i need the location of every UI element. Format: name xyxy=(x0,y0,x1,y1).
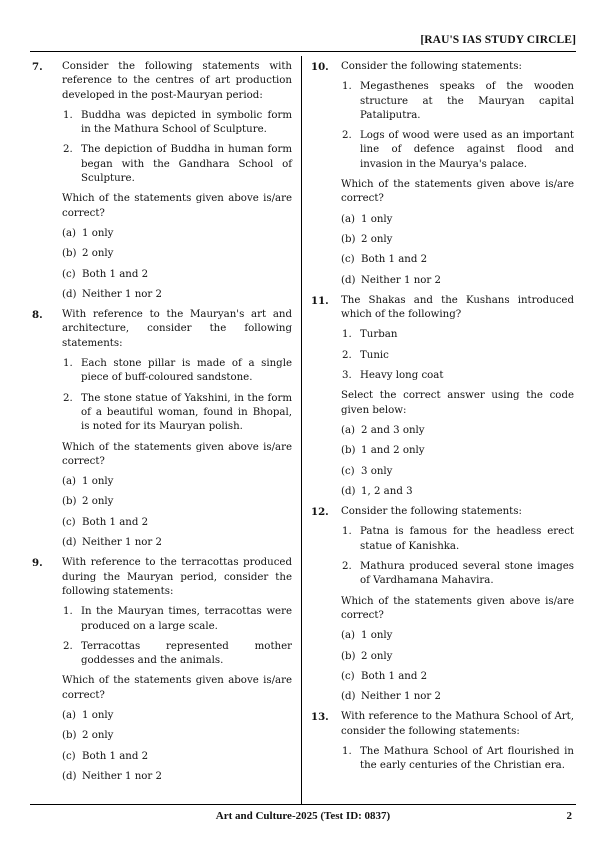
option-label: (a) xyxy=(341,213,356,225)
answer-option xyxy=(62,495,292,509)
statement xyxy=(341,745,574,774)
option-list xyxy=(341,629,574,704)
statement-list xyxy=(62,605,292,668)
option-text: 3 only xyxy=(361,465,393,477)
header-rule xyxy=(30,51,576,52)
option-text: 1 only xyxy=(361,213,393,225)
statement-number: 1. xyxy=(342,526,352,538)
option-text: Neither 1 nor 2 xyxy=(82,770,162,782)
option-list xyxy=(62,475,292,550)
statement-number: 3. xyxy=(342,370,352,382)
option-list xyxy=(62,709,292,784)
question-number: 8. xyxy=(32,309,43,322)
question-number: 9. xyxy=(32,557,43,570)
statement-text: Patna is famous for the headless erect statue of Kanishka. xyxy=(360,526,574,552)
option-list xyxy=(341,213,574,288)
statement xyxy=(341,369,574,383)
question-number: 7. xyxy=(32,61,43,73)
statement-number: 1. xyxy=(342,745,352,757)
question-prompt: Which of the statements given above is/are correct? xyxy=(62,193,292,219)
statement-text: Turban xyxy=(360,329,398,341)
page-number: 2 xyxy=(566,810,572,822)
statement-text: Each stone pillar is made of a single piece of buff-coloured sandstone. xyxy=(81,358,292,384)
question-12 xyxy=(311,505,574,704)
statement xyxy=(62,143,292,186)
statement-text: The Mathura School of Art flourished in the early centuries of the Christian era. xyxy=(360,745,574,772)
question-9 xyxy=(32,556,292,784)
statement-text: Heavy long coat xyxy=(360,370,444,382)
statement-number: 2. xyxy=(63,640,73,652)
statement-list xyxy=(62,109,292,186)
option-text: Neither 1 nor 2 xyxy=(82,537,162,549)
option-label: (d) xyxy=(341,691,356,703)
question-8 xyxy=(32,308,292,550)
question-stem: Consider the following statements: xyxy=(341,506,522,518)
question-11 xyxy=(311,294,574,499)
option-label: (b) xyxy=(341,650,356,662)
question-prompt: Which of the statements given above is/are correct? xyxy=(62,441,292,467)
option-text: 2 only xyxy=(361,650,393,662)
statement-number: 1. xyxy=(63,109,73,121)
question-stem: The Shakas and the Kushans introduced which of the following? xyxy=(341,294,574,321)
statement xyxy=(341,129,574,172)
statement-number: 1. xyxy=(63,606,73,618)
answer-option xyxy=(341,253,574,267)
option-label: (b) xyxy=(341,233,356,245)
statement-number: 1. xyxy=(63,358,73,370)
statement-number: 1. xyxy=(342,81,352,93)
statement-text: The stone statue of Yakshini, in the form of a beautiful woman, found in Bhopal, is noted for its Mauryan polish. xyxy=(81,392,292,433)
answer-option xyxy=(62,247,292,261)
question-prompt: Select the correct answer using the code given below: xyxy=(341,390,574,416)
answer-option xyxy=(341,465,574,479)
statement xyxy=(62,392,292,435)
option-text: 2 only xyxy=(82,496,114,508)
option-list xyxy=(341,424,574,499)
option-text: 1 only xyxy=(361,630,393,642)
statement-text: The depiction of Buddha in human form began with the Gandhara School of Sculpture. xyxy=(81,144,292,185)
option-label: (b) xyxy=(62,730,77,742)
column-divider xyxy=(301,56,302,804)
option-label: (c) xyxy=(341,670,355,682)
answer-option xyxy=(62,729,292,743)
answer-option xyxy=(62,536,292,550)
statement-text: Logs of wood were used as an important line of defence against flood and invasion in the Maurya's palace. xyxy=(360,130,574,170)
statement xyxy=(62,640,292,669)
question-number: 11. xyxy=(311,294,329,307)
answer-option xyxy=(341,424,574,438)
option-text: 2 and 3 only xyxy=(361,424,425,436)
option-text: 2 only xyxy=(361,233,393,245)
question-prompt: Which of the statements given above is/are correct? xyxy=(62,675,292,701)
option-label: (c) xyxy=(341,254,355,266)
statement xyxy=(62,605,292,634)
question-13 xyxy=(311,710,574,773)
question-number: 13. xyxy=(311,711,329,724)
statement xyxy=(341,349,574,363)
statement-list xyxy=(62,357,292,434)
statement-list xyxy=(341,80,574,172)
statement-number: 2. xyxy=(342,130,352,142)
option-label: (b) xyxy=(62,496,77,508)
option-text: Neither 1 nor 2 xyxy=(361,274,441,286)
option-label: (a) xyxy=(62,476,77,488)
option-label: (c) xyxy=(341,465,355,477)
answer-option xyxy=(62,227,292,241)
statement xyxy=(341,80,574,123)
answer-option xyxy=(62,516,292,530)
answer-option xyxy=(341,629,574,643)
option-label: (d) xyxy=(341,274,356,286)
statement-number: 2. xyxy=(63,392,73,404)
question-number: 10. xyxy=(311,61,329,73)
option-label: (a) xyxy=(341,424,356,436)
statement-text: Terracottas represented mother goddesses and the animals. xyxy=(81,640,292,667)
statement-text: Megasthenes speaks of the wooden structure at the Mauryan capital Pataliputra. xyxy=(360,81,574,121)
statement-text: Tunic xyxy=(360,349,389,361)
answer-option xyxy=(341,670,574,684)
statement-list xyxy=(341,525,574,588)
question-number: 12. xyxy=(311,506,329,519)
page-footer xyxy=(30,810,576,826)
option-label: (b) xyxy=(341,445,356,457)
page-header: [RAU'S IAS STUDY CIRCLE] xyxy=(420,34,576,46)
footer-title: Art and Culture-2025 (Test ID: 0837) xyxy=(215,810,391,822)
option-text: 1 only xyxy=(82,709,114,721)
statement-number: 2. xyxy=(342,561,352,573)
answer-option xyxy=(341,213,574,227)
question-stem: Consider the following statements: xyxy=(341,61,522,72)
question-10 xyxy=(311,60,574,288)
statement-text: Mathura produced several stone images of Vardhamana Mahavira. xyxy=(360,561,574,587)
answer-option xyxy=(341,650,574,664)
option-text: 2 only xyxy=(82,730,114,742)
question-stem: With reference to the terracottas produced during the Mauryan period, consider the following statements: xyxy=(62,557,292,597)
question-7 xyxy=(32,60,292,302)
answer-option xyxy=(341,274,574,288)
option-text: Both 1 and 2 xyxy=(82,268,149,280)
option-label: (d) xyxy=(62,770,77,782)
answer-option xyxy=(62,770,292,784)
statement-list xyxy=(341,745,574,774)
answer-option xyxy=(62,709,292,723)
option-label: (a) xyxy=(62,227,77,239)
option-label: (a) xyxy=(341,630,356,642)
answer-option xyxy=(62,750,292,764)
option-text: Both 1 and 2 xyxy=(361,254,428,266)
left-column xyxy=(32,60,292,790)
option-text: 2 only xyxy=(82,248,114,260)
option-label: (c) xyxy=(62,268,76,280)
footer-rule xyxy=(30,804,576,805)
right-column xyxy=(311,60,574,780)
option-label: (c) xyxy=(62,516,76,528)
option-label: (d) xyxy=(62,288,77,300)
question-prompt: Which of the statements given above is/are correct? xyxy=(341,179,574,205)
option-text: 1, 2 and 3 xyxy=(361,485,413,497)
question-stem: Consider the following statements with reference to the centres of art production developed in the post-Mauryan period: xyxy=(62,61,292,101)
statement xyxy=(341,560,574,589)
answer-option xyxy=(62,475,292,489)
option-text: 1 and 2 only xyxy=(361,445,425,457)
question-prompt: Which of the statements given above is/are correct? xyxy=(341,595,574,621)
question-stem: With reference to the Mauryan's art and architecture, consider the following statements: xyxy=(62,309,292,349)
option-text: Neither 1 nor 2 xyxy=(82,288,162,300)
statement xyxy=(62,109,292,138)
statement xyxy=(341,525,574,554)
answer-option xyxy=(341,690,574,704)
statement xyxy=(62,357,292,386)
statement-list xyxy=(341,328,574,383)
option-label: (d) xyxy=(62,537,77,549)
statement-number: 1. xyxy=(342,329,352,341)
option-text: 1 only xyxy=(82,476,114,488)
statement-text: In the Mauryan times, terracottas were produced on a large scale. xyxy=(81,606,292,632)
option-text: Neither 1 nor 2 xyxy=(361,691,441,703)
option-text: Both 1 and 2 xyxy=(82,750,149,762)
option-label: (a) xyxy=(62,709,77,721)
option-text: Both 1 and 2 xyxy=(361,670,428,682)
option-label: (c) xyxy=(62,750,76,762)
answer-option xyxy=(62,288,292,302)
option-label: (b) xyxy=(62,248,77,260)
option-list xyxy=(62,227,292,302)
answer-option xyxy=(341,485,574,499)
statement xyxy=(341,328,574,342)
statement-number: 2. xyxy=(342,349,352,361)
statement-number: 2. xyxy=(63,144,73,156)
answer-option xyxy=(341,444,574,458)
question-stem: With reference to the Mathura School of Art, consider the following statements: xyxy=(341,711,574,737)
option-label: (d) xyxy=(341,485,356,497)
option-text: Both 1 and 2 xyxy=(82,516,149,528)
option-text: 1 only xyxy=(82,227,114,239)
answer-option xyxy=(62,268,292,282)
answer-option xyxy=(341,233,574,247)
statement-text: Buddha was depicted in symbolic form in the Mathura School of Sculpture. xyxy=(81,109,292,136)
